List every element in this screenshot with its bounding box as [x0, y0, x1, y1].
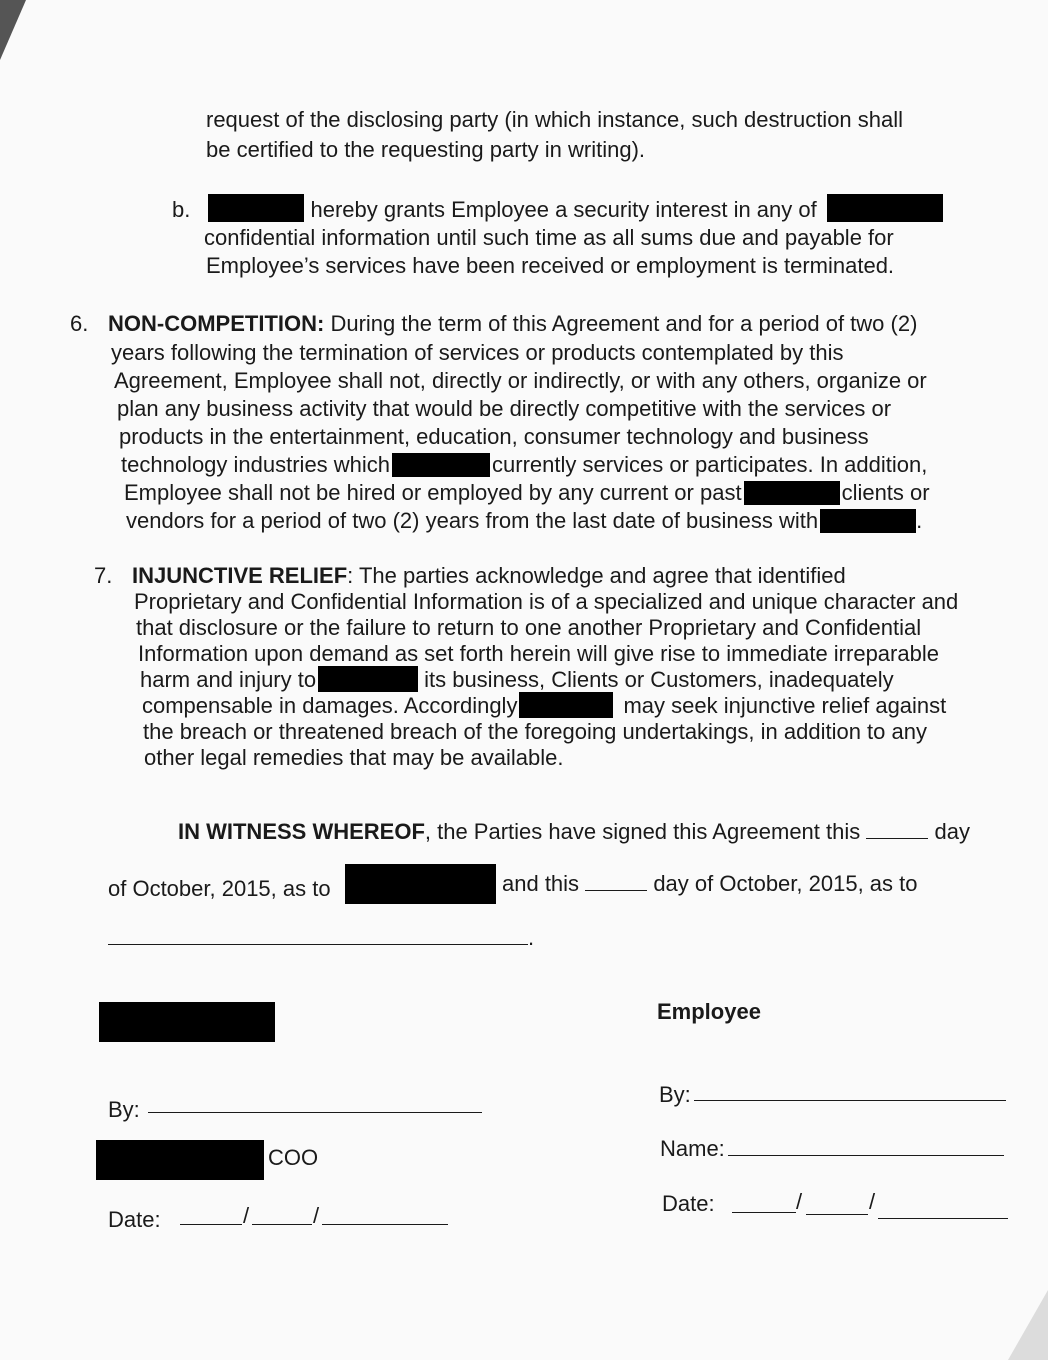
company-name-redaction	[99, 1002, 275, 1042]
employee-name-label: Name:	[660, 1136, 725, 1161]
section6-text: .	[916, 508, 923, 533]
section6-text: Employee shall not be hired or employed by any current or past	[124, 480, 742, 505]
employee-by-label: By:	[659, 1082, 691, 1107]
redaction-box	[827, 194, 943, 222]
section6-line: Agreement, Employee shall not, directly or indirectly, or with any others, organize or	[114, 368, 927, 393]
section-number: 6.	[70, 311, 89, 336]
redaction-box	[318, 666, 418, 692]
redaction-box	[208, 194, 304, 222]
section-number: 7.	[94, 563, 113, 588]
section7-line: the breach or threatened breach of the foregoing undertakings, in addition to any	[143, 719, 927, 744]
witness-text: , the Parties have signed this Agreement this	[424, 819, 861, 844]
item-b-line: Employee’s services have been received or employment is terminated.	[206, 253, 895, 278]
item-b-marker: b.	[172, 197, 191, 222]
date-blank	[732, 1212, 796, 1213]
witness-party-blank	[108, 944, 528, 945]
date-blank	[180, 1224, 242, 1225]
section7-text: : The parties acknowledge and agree that identified	[347, 563, 846, 588]
page-corner-shadow	[0, 0, 26, 60]
section7-line: Information upon demand as set forth herein will give rise to immediate irreparable	[138, 641, 939, 666]
day-blank	[585, 890, 647, 891]
redaction-box	[392, 453, 490, 477]
section6-text: currently services or participates. In addition,	[492, 452, 928, 477]
redaction-box	[820, 509, 916, 533]
witness-text: and this	[502, 871, 580, 896]
witness-heading: IN WITNESS WHEREOF	[178, 819, 425, 844]
section7-line	[94, 562, 846, 590]
employee-heading: Employee	[657, 999, 761, 1024]
company-signature-line	[148, 1112, 482, 1113]
witness-line: of October, 2015, as to	[108, 876, 331, 901]
section6-text: During the term of this Agreement and for a period of two (2)	[330, 311, 918, 336]
section6-line: plan any business activity that would be directly competitive with the services or	[117, 396, 892, 421]
date-blank	[252, 1224, 312, 1225]
employee-date-label: Date:	[662, 1191, 715, 1216]
item-b-line: confidential information until such time as all sums due and payable for	[204, 225, 894, 250]
witness-line	[178, 818, 970, 846]
section7-line: Proprietary and Confidential Information is of a specialized and unique character and	[134, 589, 959, 614]
section-heading: INJUNCTIVE RELIEF	[132, 563, 348, 588]
company-by-label: By:	[108, 1097, 140, 1122]
section6-line: years following the termination of services or products contemplated by this	[111, 340, 844, 365]
day-blank	[866, 838, 928, 839]
redaction-box	[519, 692, 613, 718]
company-title: COO	[268, 1145, 319, 1170]
page-corner-fold	[1008, 1290, 1048, 1360]
date-slash: /	[313, 1203, 320, 1228]
section7-text: harm and injury to	[140, 667, 317, 692]
date-slash: /	[243, 1203, 250, 1228]
employee-name-line	[728, 1155, 1004, 1156]
section7-line	[142, 692, 946, 720]
date-blank	[878, 1218, 1008, 1219]
section6-line	[70, 310, 917, 338]
section5-line: be certified to the requesting party in writing).	[206, 137, 646, 162]
item-b-line	[172, 194, 943, 224]
section7-text: may seek injunctive relief against	[623, 693, 947, 718]
signatory-name-redaction	[96, 1140, 264, 1180]
redaction-box	[744, 481, 840, 505]
redaction-box	[345, 864, 496, 904]
date-blank	[322, 1224, 448, 1225]
company-date-label: Date:	[108, 1207, 161, 1232]
witness-text: day	[934, 819, 970, 844]
section7-text: compensable in damages. Accordingly	[142, 693, 518, 718]
section6-line	[124, 479, 930, 507]
section7-line: other legal remedies that may be available.	[144, 745, 564, 770]
employee-signature-line	[694, 1100, 1006, 1101]
date-blank	[806, 1214, 868, 1215]
section6-text: clients or	[841, 480, 930, 505]
item-b-text: hereby grants Employee a security interest in any of	[310, 197, 817, 222]
date-slash: /	[796, 1189, 803, 1214]
section-heading: NON-COMPETITION:	[108, 311, 325, 336]
date-slash: /	[869, 1189, 876, 1214]
section6-text: technology industries which	[121, 452, 391, 477]
witness-period: .	[528, 925, 535, 950]
witness-line	[502, 870, 917, 898]
section7-text: its business, Clients or Customers, inadequately	[424, 667, 894, 692]
section6-line	[126, 507, 922, 535]
section6-line: products in the entertainment, education, consumer technology and business	[119, 424, 869, 449]
section5-line: request of the disclosing party (in which instance, such destruction shall	[206, 107, 904, 132]
section7-line	[140, 666, 894, 694]
section6-text: vendors for a period of two (2) years from the last date of business with	[126, 508, 819, 533]
section7-line: that disclosure or the failure to return to one another Proprietary and Confidential	[136, 615, 922, 640]
witness-text: day of October, 2015, as to	[653, 871, 918, 896]
section6-line	[121, 451, 927, 479]
